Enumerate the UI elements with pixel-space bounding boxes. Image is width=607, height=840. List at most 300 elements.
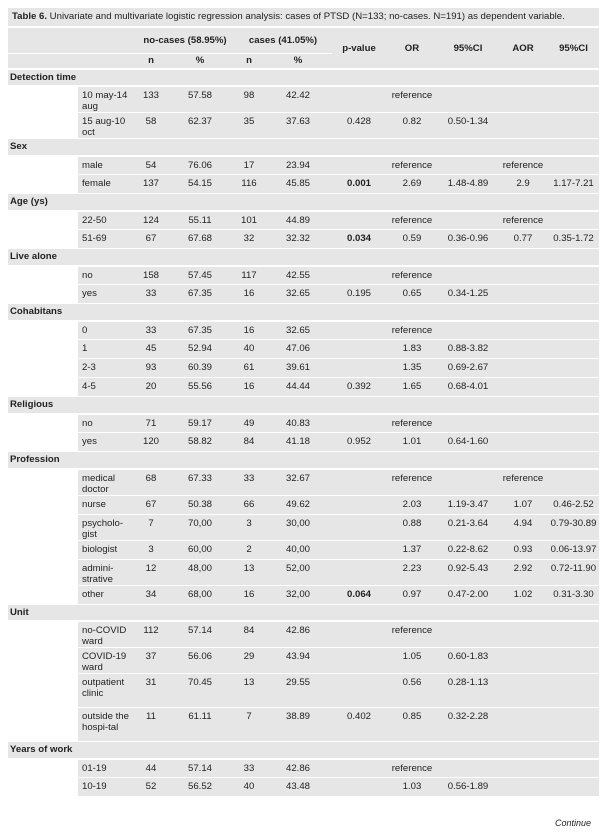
header-or: OR bbox=[386, 28, 438, 69]
cases-pct-cell: 37.63 bbox=[264, 113, 332, 139]
table-row bbox=[8, 321, 599, 340]
p-value-cell bbox=[332, 230, 386, 249]
cases-pct-cell: 32.32 bbox=[264, 230, 332, 249]
no-cases-pct-cell: 70,00 bbox=[166, 514, 234, 540]
section-header-row bbox=[8, 139, 599, 156]
no-cases-pct-cell: 60,00 bbox=[166, 540, 234, 559]
cases-n-cell: 84 bbox=[234, 621, 264, 648]
cases-pct-cell: 40.83 bbox=[264, 414, 332, 433]
no-cases-pct-cell: 60.39 bbox=[166, 359, 234, 378]
table-row bbox=[8, 495, 599, 514]
table-row bbox=[8, 514, 599, 540]
cases-n-cell: 13 bbox=[234, 559, 264, 585]
table-row bbox=[8, 414, 599, 433]
adjusted-odds-ratio-cell bbox=[498, 359, 548, 378]
p-value-cell bbox=[332, 86, 386, 113]
row-label: no-COVID ward bbox=[78, 621, 136, 648]
adjusted-odds-ratio-cell bbox=[498, 708, 548, 742]
row-label: 4-5 bbox=[78, 378, 136, 397]
cases-pct-cell: 42.42 bbox=[264, 86, 332, 113]
row-label: female bbox=[78, 175, 136, 194]
cases-pct-cell: 40,00 bbox=[264, 540, 332, 559]
section-header-row bbox=[8, 249, 599, 266]
header-aor: AOR bbox=[498, 28, 548, 69]
odds-ratio-cell: 1.37 bbox=[386, 540, 438, 559]
p-value-cell bbox=[332, 211, 386, 230]
table-row bbox=[8, 340, 599, 359]
odds-ratio-cell: 0.88 bbox=[386, 514, 438, 540]
section-title: Sex bbox=[8, 139, 599, 156]
regression-table bbox=[8, 28, 599, 797]
table-row bbox=[8, 211, 599, 230]
cases-n-cell: 7 bbox=[234, 708, 264, 742]
cases-pct-cell: 45.85 bbox=[264, 175, 332, 194]
odds-ratio-cell: 0.56 bbox=[386, 674, 438, 708]
header-n-cases: n bbox=[234, 53, 264, 69]
no-cases-pct-cell: 56.52 bbox=[166, 778, 234, 797]
no-cases-n-cell: 71 bbox=[136, 414, 166, 433]
cases-pct-cell: 32.65 bbox=[264, 321, 332, 340]
adjusted-odds-ratio-cell bbox=[498, 285, 548, 304]
row-label: COVID-19 ward bbox=[78, 648, 136, 674]
adjusted-odds-ratio-cell: reference bbox=[498, 211, 548, 230]
table-row bbox=[8, 86, 599, 113]
header-row-1 bbox=[8, 28, 599, 53]
adjusted-odds-ratio-cell: 0.77 bbox=[498, 230, 548, 249]
cases-n-cell: 16 bbox=[234, 321, 264, 340]
cases-n-cell: 2 bbox=[234, 540, 264, 559]
no-cases-pct-cell: 55.56 bbox=[166, 378, 234, 397]
p-value-cell bbox=[332, 156, 386, 175]
no-cases-pct-cell: 50.38 bbox=[166, 495, 234, 514]
cases-n-cell: 33 bbox=[234, 759, 264, 778]
confidence-interval-cell: 1.48-4.89 bbox=[438, 175, 498, 194]
cases-n-cell: 29 bbox=[234, 648, 264, 674]
confidence-interval-cell: 0.47-2.00 bbox=[438, 585, 498, 604]
row-label: 1 bbox=[78, 340, 136, 359]
no-cases-pct-cell: 59.17 bbox=[166, 414, 234, 433]
odds-ratio-cell: 1.05 bbox=[386, 648, 438, 674]
section-header-row bbox=[8, 69, 599, 86]
cases-n-cell: 117 bbox=[234, 266, 264, 285]
cases-pct-cell: 38.89 bbox=[264, 708, 332, 742]
no-cases-pct-cell: 57.58 bbox=[166, 86, 234, 113]
odds-ratio-cell: 0.85 bbox=[386, 708, 438, 742]
adjusted-odds-ratio-cell: 4.94 bbox=[498, 514, 548, 540]
adjusted-odds-ratio-cell bbox=[498, 414, 548, 433]
adjusted-odds-ratio-cell: 1.02 bbox=[498, 585, 548, 604]
confidence-interval-cell bbox=[438, 469, 498, 496]
odds-ratio-cell: reference bbox=[386, 759, 438, 778]
cases-n-cell: 116 bbox=[234, 175, 264, 194]
no-cases-n-cell: 11 bbox=[136, 708, 166, 742]
adjusted-odds-ratio-cell: reference bbox=[498, 469, 548, 496]
no-cases-n-cell: 112 bbox=[136, 621, 166, 648]
cases-n-cell: 16 bbox=[234, 585, 264, 604]
no-cases-pct-cell: 57.45 bbox=[166, 266, 234, 285]
confidence-interval-cell: 0.64-1.60 bbox=[438, 433, 498, 452]
confidence-interval-cell bbox=[438, 156, 498, 175]
significant-p-value: 0.001 bbox=[346, 178, 371, 189]
section-title: Detection time bbox=[8, 69, 599, 86]
table-row bbox=[8, 674, 599, 708]
cases-pct-cell: 43.48 bbox=[264, 778, 332, 797]
adjusted-confidence-interval-cell bbox=[548, 469, 599, 496]
adjusted-confidence-interval-cell bbox=[548, 285, 599, 304]
no-cases-n-cell: 7 bbox=[136, 514, 166, 540]
odds-ratio-cell: 2.23 bbox=[386, 559, 438, 585]
adjusted-odds-ratio-cell: 0.93 bbox=[498, 540, 548, 559]
no-cases-pct-cell: 76.06 bbox=[166, 156, 234, 175]
odds-ratio-cell: reference bbox=[386, 621, 438, 648]
confidence-interval-cell: 0.21-3.64 bbox=[438, 514, 498, 540]
adjusted-odds-ratio-cell bbox=[498, 759, 548, 778]
odds-ratio-cell: 0.82 bbox=[386, 113, 438, 139]
row-label: medical doctor bbox=[78, 469, 136, 496]
cases-pct-cell: 32,00 bbox=[264, 585, 332, 604]
adjusted-confidence-interval-cell bbox=[548, 648, 599, 674]
no-cases-n-cell: 67 bbox=[136, 230, 166, 249]
adjusted-confidence-interval-cell bbox=[548, 113, 599, 139]
section-title: Profession bbox=[8, 452, 599, 469]
adjusted-confidence-interval-cell: 0.79-30.89 bbox=[548, 514, 599, 540]
adjusted-confidence-interval-cell bbox=[548, 378, 599, 397]
no-cases-pct-cell: 70.45 bbox=[166, 674, 234, 708]
section-title: Cohabitans bbox=[8, 304, 599, 321]
table-row bbox=[8, 585, 599, 604]
section-header-row bbox=[8, 742, 599, 759]
adjusted-odds-ratio-cell bbox=[498, 778, 548, 797]
cases-n-cell: 98 bbox=[234, 86, 264, 113]
no-cases-pct-cell: 67.68 bbox=[166, 230, 234, 249]
adjusted-confidence-interval-cell bbox=[548, 414, 599, 433]
table-row bbox=[8, 113, 599, 139]
cases-n-cell: 101 bbox=[234, 211, 264, 230]
no-cases-pct-cell: 57.14 bbox=[166, 759, 234, 778]
no-cases-n-cell: 93 bbox=[136, 359, 166, 378]
confidence-interval-cell bbox=[438, 86, 498, 113]
odds-ratio-cell: 1.65 bbox=[386, 378, 438, 397]
odds-ratio-cell: 2.03 bbox=[386, 495, 438, 514]
cases-n-cell: 3 bbox=[234, 514, 264, 540]
cases-n-cell: 16 bbox=[234, 378, 264, 397]
no-cases-n-cell: 158 bbox=[136, 266, 166, 285]
cases-n-cell: 16 bbox=[234, 285, 264, 304]
confidence-interval-cell: 0.28-1.13 bbox=[438, 674, 498, 708]
adjusted-odds-ratio-cell: 2.9 bbox=[498, 175, 548, 194]
header-cases: cases (41.05%) bbox=[234, 28, 332, 53]
row-label: other bbox=[78, 585, 136, 604]
adjusted-odds-ratio-cell bbox=[498, 113, 548, 139]
odds-ratio-cell: reference bbox=[386, 211, 438, 230]
p-value-cell bbox=[332, 359, 386, 378]
confidence-interval-cell: 0.92-5.43 bbox=[438, 559, 498, 585]
adjusted-confidence-interval-cell: 0.72-11.90 bbox=[548, 559, 599, 585]
cases-n-cell: 32 bbox=[234, 230, 264, 249]
section-title: Live alone bbox=[8, 249, 599, 266]
no-cases-pct-cell: 56.06 bbox=[166, 648, 234, 674]
p-value-cell bbox=[332, 175, 386, 194]
p-value-cell: 0.402 bbox=[332, 708, 386, 742]
no-cases-pct-cell: 61.11 bbox=[166, 708, 234, 742]
adjusted-confidence-interval-cell bbox=[548, 266, 599, 285]
no-cases-n-cell: 54 bbox=[136, 156, 166, 175]
adjusted-odds-ratio-cell bbox=[498, 648, 548, 674]
no-cases-pct-cell: 57.14 bbox=[166, 621, 234, 648]
p-value-cell bbox=[332, 778, 386, 797]
p-value-cell bbox=[332, 340, 386, 359]
table-row bbox=[8, 559, 599, 585]
adjusted-confidence-interval-cell: 0.46-2.52 bbox=[548, 495, 599, 514]
table-row bbox=[8, 285, 599, 304]
significant-p-value: 0.064 bbox=[346, 588, 371, 600]
cases-pct-cell: 44.44 bbox=[264, 378, 332, 397]
row-label: 10 may-14 aug bbox=[78, 86, 136, 113]
cases-pct-cell: 47.06 bbox=[264, 340, 332, 359]
odds-ratio-cell: 1.01 bbox=[386, 433, 438, 452]
odds-ratio-cell: 2.69 bbox=[386, 175, 438, 194]
cases-n-cell: 40 bbox=[234, 340, 264, 359]
p-value-cell bbox=[332, 495, 386, 514]
continue-note: Continue bbox=[554, 818, 591, 828]
cases-pct-cell: 42.86 bbox=[264, 621, 332, 648]
adjusted-confidence-interval-cell bbox=[548, 359, 599, 378]
cases-n-cell: 61 bbox=[234, 359, 264, 378]
adjusted-confidence-interval-cell bbox=[548, 86, 599, 113]
adjusted-confidence-interval-cell bbox=[548, 340, 599, 359]
p-value-cell: 0.428 bbox=[332, 113, 386, 139]
no-cases-n-cell: 37 bbox=[136, 648, 166, 674]
confidence-interval-cell bbox=[438, 621, 498, 648]
odds-ratio-cell: 0.59 bbox=[386, 230, 438, 249]
cases-pct-cell: 32.67 bbox=[264, 469, 332, 496]
table-row bbox=[8, 175, 599, 194]
adjusted-odds-ratio-cell bbox=[498, 433, 548, 452]
adjusted-confidence-interval-cell: 0.06-13.97 bbox=[548, 540, 599, 559]
table-row bbox=[8, 469, 599, 496]
no-cases-n-cell: 44 bbox=[136, 759, 166, 778]
p-value-cell: 0.952 bbox=[332, 433, 386, 452]
section-header-row bbox=[8, 304, 599, 321]
section-title: Years of work bbox=[8, 742, 599, 759]
table-row bbox=[8, 266, 599, 285]
no-cases-n-cell: 33 bbox=[136, 285, 166, 304]
row-label: 51-69 bbox=[78, 230, 136, 249]
p-value-cell bbox=[332, 559, 386, 585]
cases-pct-cell: 44.89 bbox=[264, 211, 332, 230]
row-label: admini-strative bbox=[78, 559, 136, 585]
caption-text: Univariate and multivariate logistic regression analysis: cases of PTSD (N=133; no-cases. N=191) as dependent variable. bbox=[47, 11, 565, 22]
table-caption bbox=[8, 8, 599, 26]
row-label: psycholo-gist bbox=[78, 514, 136, 540]
row-label: outside the hospi-tal bbox=[78, 708, 136, 742]
confidence-interval-cell: 0.56-1.89 bbox=[438, 778, 498, 797]
cases-n-cell: 40 bbox=[234, 778, 264, 797]
cases-pct-cell: 42.55 bbox=[264, 266, 332, 285]
no-cases-n-cell: 52 bbox=[136, 778, 166, 797]
confidence-interval-cell bbox=[438, 211, 498, 230]
p-value-cell bbox=[332, 585, 386, 604]
cases-pct-cell: 42.86 bbox=[264, 759, 332, 778]
confidence-interval-cell: 0.50-1.34 bbox=[438, 113, 498, 139]
table-row bbox=[8, 708, 599, 742]
row-label: yes bbox=[78, 433, 136, 452]
no-cases-pct-cell: 48,00 bbox=[166, 559, 234, 585]
table-row bbox=[8, 378, 599, 397]
no-cases-n-cell: 3 bbox=[136, 540, 166, 559]
p-value-cell bbox=[332, 514, 386, 540]
adjusted-confidence-interval-cell bbox=[548, 621, 599, 648]
table-row bbox=[8, 540, 599, 559]
odds-ratio-cell: reference bbox=[386, 86, 438, 113]
header-p-value: p-value bbox=[332, 28, 386, 69]
table-row bbox=[8, 778, 599, 797]
p-value-cell bbox=[332, 469, 386, 496]
p-value-cell: 0.195 bbox=[332, 285, 386, 304]
confidence-interval-cell bbox=[438, 414, 498, 433]
cases-n-cell: 33 bbox=[234, 469, 264, 496]
confidence-interval-cell bbox=[438, 266, 498, 285]
odds-ratio-cell: 0.97 bbox=[386, 585, 438, 604]
section-title: Unit bbox=[8, 604, 599, 621]
cases-pct-cell: 23.94 bbox=[264, 156, 332, 175]
section-header-row bbox=[8, 452, 599, 469]
cases-pct-cell: 49.62 bbox=[264, 495, 332, 514]
no-cases-n-cell: 45 bbox=[136, 340, 166, 359]
no-cases-pct-cell: 55.11 bbox=[166, 211, 234, 230]
adjusted-odds-ratio-cell bbox=[498, 378, 548, 397]
no-cases-pct-cell: 67.35 bbox=[166, 285, 234, 304]
section-header-row bbox=[8, 194, 599, 211]
section-header-row bbox=[8, 397, 599, 414]
header-pct-no-cases: % bbox=[166, 53, 234, 69]
adjusted-odds-ratio-cell bbox=[498, 674, 548, 708]
p-value-cell bbox=[332, 648, 386, 674]
confidence-interval-cell: 0.88-3.82 bbox=[438, 340, 498, 359]
adjusted-confidence-interval-cell bbox=[548, 211, 599, 230]
no-cases-n-cell: 12 bbox=[136, 559, 166, 585]
confidence-interval-cell: 0.60-1.83 bbox=[438, 648, 498, 674]
p-value-cell: 0.392 bbox=[332, 378, 386, 397]
adjusted-confidence-interval-cell bbox=[548, 433, 599, 452]
adjusted-confidence-interval-cell: 1.17-7.21 bbox=[548, 175, 599, 194]
adjusted-confidence-interval-cell bbox=[548, 674, 599, 708]
row-label: no bbox=[78, 266, 136, 285]
confidence-interval-cell bbox=[438, 759, 498, 778]
cases-pct-cell: 52,00 bbox=[264, 559, 332, 585]
section-header-row bbox=[8, 604, 599, 621]
odds-ratio-cell: reference bbox=[386, 156, 438, 175]
confidence-interval-cell: 1.19-3.47 bbox=[438, 495, 498, 514]
adjusted-confidence-interval-cell bbox=[548, 778, 599, 797]
cases-pct-cell: 32.65 bbox=[264, 285, 332, 304]
cases-pct-cell: 43.94 bbox=[264, 648, 332, 674]
odds-ratio-cell: reference bbox=[386, 321, 438, 340]
no-cases-n-cell: 120 bbox=[136, 433, 166, 452]
no-cases-n-cell: 67 bbox=[136, 495, 166, 514]
cases-n-cell: 13 bbox=[234, 674, 264, 708]
odds-ratio-cell: 1.03 bbox=[386, 778, 438, 797]
adjusted-odds-ratio-cell bbox=[498, 266, 548, 285]
no-cases-n-cell: 31 bbox=[136, 674, 166, 708]
p-value-cell bbox=[332, 540, 386, 559]
section-title: Age (ys) bbox=[8, 194, 599, 211]
header-ci-adjusted: 95%CI bbox=[548, 28, 599, 69]
no-cases-pct-cell: 52.94 bbox=[166, 340, 234, 359]
confidence-interval-cell: 0.69-2.67 bbox=[438, 359, 498, 378]
row-label: 2-3 bbox=[78, 359, 136, 378]
no-cases-pct-cell: 67.35 bbox=[166, 321, 234, 340]
no-cases-n-cell: 137 bbox=[136, 175, 166, 194]
row-label: 0 bbox=[78, 321, 136, 340]
row-label: male bbox=[78, 156, 136, 175]
row-label: 22-50 bbox=[78, 211, 136, 230]
confidence-interval-cell: 0.32-2.28 bbox=[438, 708, 498, 742]
row-label: 15 aug-10 oct bbox=[78, 113, 136, 139]
adjusted-confidence-interval-cell bbox=[548, 708, 599, 742]
caption-label: Table 6. bbox=[12, 11, 48, 22]
no-cases-pct-cell: 68,00 bbox=[166, 585, 234, 604]
confidence-interval-cell: 0.36-0.96 bbox=[438, 230, 498, 249]
table-row bbox=[8, 648, 599, 674]
no-cases-n-cell: 68 bbox=[136, 469, 166, 496]
odds-ratio-cell: 1.35 bbox=[386, 359, 438, 378]
cases-pct-cell: 39.61 bbox=[264, 359, 332, 378]
no-cases-n-cell: 124 bbox=[136, 211, 166, 230]
no-cases-n-cell: 33 bbox=[136, 321, 166, 340]
adjusted-confidence-interval-cell bbox=[548, 156, 599, 175]
no-cases-n-cell: 58 bbox=[136, 113, 166, 139]
adjusted-odds-ratio-cell: reference bbox=[498, 156, 548, 175]
header-ci: 95%CI bbox=[438, 28, 498, 69]
cases-pct-cell: 41.18 bbox=[264, 433, 332, 452]
header-n-no-cases: n bbox=[136, 53, 166, 69]
no-cases-n-cell: 20 bbox=[136, 378, 166, 397]
cases-pct-cell: 30,00 bbox=[264, 514, 332, 540]
p-value-cell bbox=[332, 414, 386, 433]
row-label: 10-19 bbox=[78, 778, 136, 797]
table-row bbox=[8, 759, 599, 778]
adjusted-odds-ratio-cell bbox=[498, 86, 548, 113]
table-row bbox=[8, 621, 599, 648]
row-label: 01-19 bbox=[78, 759, 136, 778]
odds-ratio-cell: reference bbox=[386, 414, 438, 433]
adjusted-confidence-interval-cell: 0.35-1.72 bbox=[548, 230, 599, 249]
row-label: no bbox=[78, 414, 136, 433]
adjusted-odds-ratio-cell: 1.07 bbox=[498, 495, 548, 514]
row-label: nurse bbox=[78, 495, 136, 514]
p-value-cell bbox=[332, 674, 386, 708]
odds-ratio-cell: reference bbox=[386, 266, 438, 285]
no-cases-pct-cell: 67.33 bbox=[166, 469, 234, 496]
adjusted-confidence-interval-cell bbox=[548, 321, 599, 340]
p-value-cell bbox=[332, 621, 386, 648]
adjusted-odds-ratio-cell bbox=[498, 340, 548, 359]
odds-ratio-cell: 1.83 bbox=[386, 340, 438, 359]
p-value-cell bbox=[332, 759, 386, 778]
table-row bbox=[8, 230, 599, 249]
confidence-interval-cell: 0.22-8.62 bbox=[438, 540, 498, 559]
adjusted-odds-ratio-cell: 2.92 bbox=[498, 559, 548, 585]
row-label: outpatient clinic bbox=[78, 674, 136, 708]
confidence-interval-cell: 0.68-4.01 bbox=[438, 378, 498, 397]
row-label: yes bbox=[78, 285, 136, 304]
table-row bbox=[8, 156, 599, 175]
no-cases-pct-cell: 58.82 bbox=[166, 433, 234, 452]
row-label: biologist bbox=[78, 540, 136, 559]
cases-n-cell: 84 bbox=[234, 433, 264, 452]
p-value-cell bbox=[332, 266, 386, 285]
